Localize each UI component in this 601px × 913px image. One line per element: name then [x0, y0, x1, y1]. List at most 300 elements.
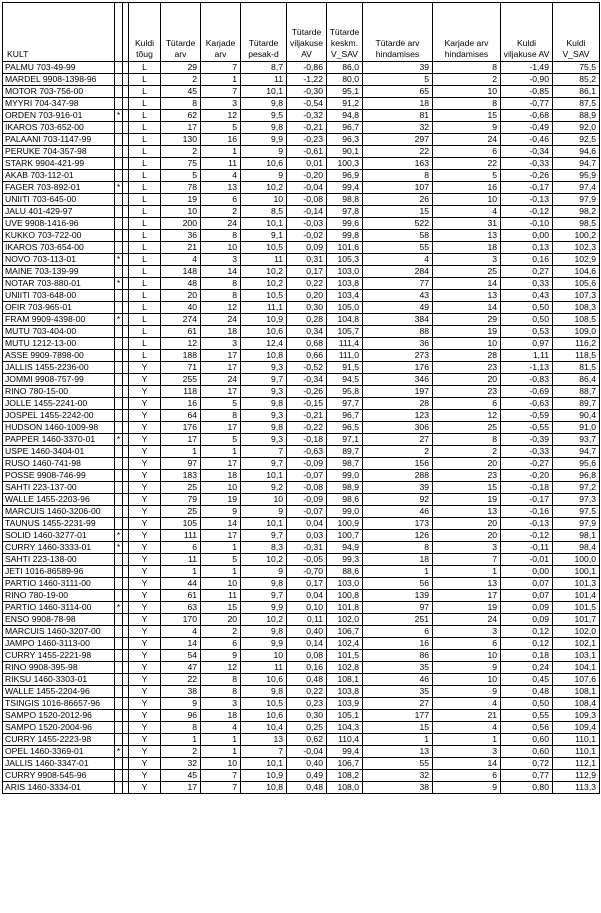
- cell-kuldi-viljakuse-av: -0,17: [501, 494, 553, 506]
- cell-karjade-arv-hindamises: 9: [433, 686, 501, 698]
- cell-tutarde-viljakuse-av: -0,32: [287, 110, 327, 122]
- cell-tutarde-viljakuse-av: -0,26: [287, 386, 327, 398]
- cell-kult: SAHTI 223-138-00: [3, 554, 115, 566]
- cell-tutarde-arv-hindamises: 81: [363, 110, 433, 122]
- cell-tutarde-arv: 17: [161, 434, 201, 446]
- cell-kuldi-vsav: 92,0: [553, 122, 600, 134]
- cell-karjade-arv-hindamises: 5: [433, 170, 501, 182]
- cell-tutarde-pesak: 9: [241, 170, 287, 182]
- cell-karjade-arv-hindamises: 14: [433, 278, 501, 290]
- cell-kuldi-vsav: 87,5: [553, 98, 600, 110]
- cell-flag: [115, 146, 123, 158]
- cell-tutarde-arv-hindamises: 273: [363, 350, 433, 362]
- cell-tutarde-viljakuse-av: 0,16: [287, 662, 327, 674]
- cell-kuldi-vsav: 95,9: [553, 170, 600, 182]
- cell-tutarde-keskm-vsav: 94,5: [327, 374, 363, 386]
- cell-tutarde-viljakuse-av: -0,07: [287, 470, 327, 482]
- cell-tutarde-pesak: 10,5: [241, 698, 287, 710]
- cell-tutarde-pesak: 12,4: [241, 338, 287, 350]
- cell-kuldi-viljakuse-av: 0,18: [501, 650, 553, 662]
- cell-kult: KUKKO 703-722-00: [3, 230, 115, 242]
- cell-kuldi-toug: Y: [129, 482, 161, 494]
- cell-kuldi-vsav: 110,1: [553, 734, 600, 746]
- cell-kuldi-vsav: 100,0: [553, 554, 600, 566]
- cell-kuldi-viljakuse-av: -0,55: [501, 422, 553, 434]
- cell-karjade-arv-hindamises: 13: [433, 290, 501, 302]
- cell-tutarde-arv-hindamises: 156: [363, 458, 433, 470]
- cell-kuldi-toug: Y: [129, 458, 161, 470]
- cell-kuldi-vsav: 110,1: [553, 746, 600, 758]
- cell-kuldi-toug: Y: [129, 410, 161, 422]
- cell-kult: PAPPER 1460-3370-01: [3, 434, 115, 446]
- cell-kult: SAMPO 1520-2004-96: [3, 722, 115, 734]
- cell-flag: [115, 686, 123, 698]
- table-row: [3, 566, 600, 578]
- cell-kult: WALLE 1455-2203-96: [3, 494, 115, 506]
- cell-tutarde-arv: 14: [161, 638, 201, 650]
- cell-tutarde-keskm-vsav: 105,3: [327, 254, 363, 266]
- cell-tutarde-viljakuse-av: -0,22: [287, 422, 327, 434]
- cell-flag: *: [115, 530, 123, 542]
- table-row: [3, 290, 600, 302]
- cell-tutarde-keskm-vsav: 96,7: [327, 122, 363, 134]
- table-row: [3, 530, 600, 542]
- cell-kuldi-vsav: 90,4: [553, 410, 600, 422]
- cell-karjade-arv-hindamises: 29: [433, 314, 501, 326]
- cell-flag: [115, 86, 123, 98]
- cell-karjade-arv: 3: [201, 254, 241, 266]
- cell-tutarde-arv-hindamises: 27: [363, 698, 433, 710]
- cell-flag: [115, 242, 123, 254]
- cell-tutarde-arv-hindamises: 346: [363, 374, 433, 386]
- cell-kult: NOTAR 703-880-01: [3, 278, 115, 290]
- cell-kuldi-viljakuse-av: 0,24: [501, 662, 553, 674]
- cell-tutarde-keskm-vsav: 89,7: [327, 446, 363, 458]
- cell-tutarde-keskm-vsav: 99,8: [327, 230, 363, 242]
- cell-tutarde-arv: 170: [161, 614, 201, 626]
- table-row: [3, 362, 600, 374]
- cell-kuldi-viljakuse-av: 0,07: [501, 590, 553, 602]
- cell-kuldi-viljakuse-av: -0,85: [501, 86, 553, 98]
- cell-tutarde-pesak: 10,1: [241, 518, 287, 530]
- cell-karjade-arv: 5: [201, 434, 241, 446]
- cell-kult: TSINGIS 1016-86657-96: [3, 698, 115, 710]
- cell-tutarde-arv-hindamises: 58: [363, 230, 433, 242]
- cell-karjade-arv-hindamises: 6: [433, 398, 501, 410]
- cell-tutarde-arv: 29: [161, 62, 201, 74]
- cell-kuldi-viljakuse-av: -0,68: [501, 110, 553, 122]
- cell-flag: [115, 350, 123, 362]
- cell-kuldi-vsav: 116,2: [553, 338, 600, 350]
- cell-flag: *: [115, 110, 123, 122]
- cell-karjade-arv-hindamises: 24: [433, 134, 501, 146]
- cell-karjade-arv-hindamises: 25: [433, 422, 501, 434]
- cell-kuldi-viljakuse-av: 0,60: [501, 734, 553, 746]
- cell-tutarde-arv: 45: [161, 770, 201, 782]
- cell-kuldi-vsav: 97,9: [553, 194, 600, 206]
- cell-tutarde-pesak: 11: [241, 662, 287, 674]
- cell-kuldi-vsav: 102,1: [553, 638, 600, 650]
- cell-karjade-arv: 10: [201, 758, 241, 770]
- cell-tutarde-viljakuse-av: -0,08: [287, 194, 327, 206]
- cell-tutarde-viljakuse-av: -0,21: [287, 410, 327, 422]
- cell-karjade-arv-hindamises: 10: [433, 338, 501, 350]
- cell-kult: PARTIO 1460-3114-00: [3, 602, 115, 614]
- cell-karjade-arv: 19: [201, 494, 241, 506]
- cell-kuldi-vsav: 94,7: [553, 446, 600, 458]
- cell-tutarde-arv: 79: [161, 494, 201, 506]
- cell-kuldi-toug: Y: [129, 686, 161, 698]
- cell-karjade-arv: 10: [201, 578, 241, 590]
- cell-tutarde-arv-hindamises: 163: [363, 158, 433, 170]
- cell-tutarde-arv: 54: [161, 650, 201, 662]
- cell-kult: USPE 1460-3404-01: [3, 446, 115, 458]
- cell-kuldi-vsav: 104,6: [553, 266, 600, 278]
- cell-tutarde-arv: 111: [161, 530, 201, 542]
- cell-tutarde-arv-hindamises: 56: [363, 578, 433, 590]
- cell-kult: PARTIO 1460-3111-00: [3, 578, 115, 590]
- cell-tutarde-viljakuse-av: -0,21: [287, 122, 327, 134]
- cell-tutarde-arv-hindamises: 65: [363, 86, 433, 98]
- table-row: [3, 674, 600, 686]
- cell-tutarde-viljakuse-av: -0,02: [287, 230, 327, 242]
- cell-tutarde-pesak: 13: [241, 734, 287, 746]
- column-header-kuldi-toug: Kuldi tõug: [129, 3, 161, 62]
- cell-kult: OPEL 1460-3369-01: [3, 746, 115, 758]
- cell-tutarde-arv: 5: [161, 170, 201, 182]
- cell-tutarde-arv-hindamises: 43: [363, 290, 433, 302]
- cell-karjade-arv-hindamises: 24: [433, 614, 501, 626]
- cell-tutarde-arv-hindamises: 55: [363, 758, 433, 770]
- cell-tutarde-arv-hindamises: 6: [363, 626, 433, 638]
- cell-tutarde-arv-hindamises: 107: [363, 182, 433, 194]
- cell-karjade-arv: 2: [201, 626, 241, 638]
- cell-kuldi-toug: Y: [129, 362, 161, 374]
- cell-tutarde-pesak: 9,8: [241, 398, 287, 410]
- cell-karjade-arv-hindamises: 4: [433, 722, 501, 734]
- table-row: [3, 686, 600, 698]
- cell-karjade-arv-hindamises: 12: [433, 410, 501, 422]
- cell-tutarde-pesak: 8,3: [241, 542, 287, 554]
- cell-flag: [115, 566, 123, 578]
- cell-tutarde-keskm-vsav: 96,9: [327, 170, 363, 182]
- cell-flag: [115, 638, 123, 650]
- cell-tutarde-keskm-vsav: 88,6: [327, 566, 363, 578]
- cell-kult: FAGER 703-892-01: [3, 182, 115, 194]
- cell-karjade-arv-hindamises: 19: [433, 326, 501, 338]
- table-row: [3, 122, 600, 134]
- cell-kuldi-toug: Y: [129, 434, 161, 446]
- cell-tutarde-arv-hindamises: 92: [363, 494, 433, 506]
- table-row: [3, 614, 600, 626]
- cell-flag: [115, 398, 123, 410]
- cell-kult: FRAM 9909-4398-00: [3, 314, 115, 326]
- cell-tutarde-keskm-vsav: 103,8: [327, 278, 363, 290]
- cell-tutarde-arv-hindamises: 173: [363, 518, 433, 530]
- cell-tutarde-pesak: 10,1: [241, 758, 287, 770]
- cell-kuldi-toug: Y: [129, 566, 161, 578]
- cell-tutarde-keskm-vsav: 108,2: [327, 770, 363, 782]
- cell-karjade-arv: 17: [201, 530, 241, 542]
- cell-kult: JALU 401-429-97: [3, 206, 115, 218]
- cell-tutarde-arv: 71: [161, 362, 201, 374]
- cell-flag: [115, 326, 123, 338]
- cell-tutarde-viljakuse-av: 0,04: [287, 518, 327, 530]
- cell-tutarde-pesak: 10,6: [241, 326, 287, 338]
- cell-kuldi-toug: Y: [129, 698, 161, 710]
- cell-kuldi-viljakuse-av: 0,45: [501, 674, 553, 686]
- cell-kuldi-viljakuse-av: -0,59: [501, 410, 553, 422]
- cell-karjade-arv-hindamises: 1: [433, 734, 501, 746]
- cell-kuldi-viljakuse-av: 0,09: [501, 602, 553, 614]
- column-header-tutarde-arv-hindamises: Tütarde arv hindamises: [363, 3, 433, 62]
- cell-tutarde-pesak: 10: [241, 494, 287, 506]
- cell-tutarde-viljakuse-av: 0,30: [287, 302, 327, 314]
- table-row: [3, 338, 600, 350]
- cell-tutarde-arv: 9: [161, 698, 201, 710]
- cell-flag: [115, 230, 123, 242]
- cell-tutarde-keskm-vsav: 110,4: [327, 734, 363, 746]
- cell-kuldi-toug: Y: [129, 422, 161, 434]
- cell-flag: *: [115, 542, 123, 554]
- cell-kuldi-toug: Y: [129, 590, 161, 602]
- cell-tutarde-arv-hindamises: 39: [363, 62, 433, 74]
- cell-karjade-arv-hindamises: 16: [433, 182, 501, 194]
- cell-kuldi-viljakuse-av: 0,60: [501, 746, 553, 758]
- cell-tutarde-viljakuse-av: -0,03: [287, 218, 327, 230]
- cell-kuldi-vsav: 97,5: [553, 506, 600, 518]
- cell-kult: MARDEL 9908-1398-96: [3, 74, 115, 86]
- cell-karjade-arv-hindamises: 15: [433, 110, 501, 122]
- cell-kuldi-vsav: 109,0: [553, 326, 600, 338]
- column-header-tutarde-viljakuse-av: Tütarde viljakuse AV: [287, 3, 327, 62]
- cell-kuldi-viljakuse-av: 0,13: [501, 242, 553, 254]
- cell-flag: [115, 554, 123, 566]
- table-row: [3, 698, 600, 710]
- cell-tutarde-arv: 61: [161, 590, 201, 602]
- table-row: [3, 782, 600, 794]
- table-row: [3, 722, 600, 734]
- table-row: [3, 74, 600, 86]
- cell-tutarde-viljakuse-av: 0,17: [287, 578, 327, 590]
- cell-kuldi-viljakuse-av: -0,33: [501, 446, 553, 458]
- cell-tutarde-arv-hindamises: 88: [363, 326, 433, 338]
- cell-kuldi-toug: L: [129, 350, 161, 362]
- cell-tutarde-pesak: 10,9: [241, 314, 287, 326]
- cell-tutarde-arv: 44: [161, 578, 201, 590]
- cell-tutarde-arv-hindamises: 288: [363, 470, 433, 482]
- cell-tutarde-pesak: 8,5: [241, 206, 287, 218]
- cell-tutarde-viljakuse-av: 0,14: [287, 638, 327, 650]
- cell-kuldi-viljakuse-av: -0,10: [501, 218, 553, 230]
- cell-tutarde-viljakuse-av: 0,17: [287, 266, 327, 278]
- cell-flag: [115, 362, 123, 374]
- cell-tutarde-pesak: 10,8: [241, 350, 287, 362]
- cell-flag: [115, 386, 123, 398]
- cell-tutarde-pesak: 9,7: [241, 374, 287, 386]
- cell-flag: *: [115, 182, 123, 194]
- table-row: [3, 302, 600, 314]
- cell-karjade-arv-hindamises: 20: [433, 530, 501, 542]
- cell-tutarde-arv: 45: [161, 86, 201, 98]
- cell-kuldi-viljakuse-av: -0,27: [501, 458, 553, 470]
- cell-kuldi-vsav: 112,1: [553, 758, 600, 770]
- cell-tutarde-arv-hindamises: 28: [363, 398, 433, 410]
- cell-kult: CURRY 1460-3333-01: [3, 542, 115, 554]
- cell-tutarde-arv: 10: [161, 206, 201, 218]
- cell-tutarde-keskm-vsav: 100,7: [327, 530, 363, 542]
- cell-tutarde-pesak: 10,5: [241, 242, 287, 254]
- cell-kuldi-vsav: 96,8: [553, 470, 600, 482]
- cell-kult: STARK 9904-421-99: [3, 158, 115, 170]
- cell-flag: [115, 590, 123, 602]
- cell-tutarde-keskm-vsav: 86,0: [327, 62, 363, 74]
- cell-tutarde-keskm-vsav: 80,0: [327, 74, 363, 86]
- cell-karjade-arv: 17: [201, 386, 241, 398]
- cell-kult: MAINE 703-139-99: [3, 266, 115, 278]
- cell-kuldi-toug: L: [129, 266, 161, 278]
- cell-kuldi-vsav: 100,1: [553, 566, 600, 578]
- table-row: [3, 578, 600, 590]
- cell-flag: [115, 674, 123, 686]
- cell-karjade-arv-hindamises: 7: [433, 554, 501, 566]
- table-row: [3, 758, 600, 770]
- cell-tutarde-viljakuse-av: 0,68: [287, 338, 327, 350]
- cell-karjade-arv: 8: [201, 674, 241, 686]
- cell-kuldi-vsav: 94,7: [553, 158, 600, 170]
- cell-kult: JOLLE 1455-2241-00: [3, 398, 115, 410]
- cell-kuldi-toug: Y: [129, 614, 161, 626]
- cell-karjade-arv: 1: [201, 146, 241, 158]
- cell-flag: [115, 218, 123, 230]
- cell-kuldi-viljakuse-av: -0,34: [501, 146, 553, 158]
- cell-tutarde-viljakuse-av: 0,04: [287, 590, 327, 602]
- cell-tutarde-keskm-vsav: 95,8: [327, 386, 363, 398]
- cell-kuldi-viljakuse-av: 0,97: [501, 338, 553, 350]
- cell-tutarde-arv-hindamises: 15: [363, 722, 433, 734]
- cell-tutarde-viljakuse-av: -0,14: [287, 206, 327, 218]
- cell-kult: JALLIS 1460-3347-01: [3, 758, 115, 770]
- cell-tutarde-viljakuse-av: -0,20: [287, 170, 327, 182]
- cell-kuldi-vsav: 107,6: [553, 674, 600, 686]
- cell-tutarde-arv-hindamises: 1: [363, 734, 433, 746]
- cell-karjade-arv: 5: [201, 398, 241, 410]
- cell-kult: JOMMI 9908-757-99: [3, 374, 115, 386]
- cell-tutarde-arv-hindamises: 1: [363, 566, 433, 578]
- cell-tutarde-arv: 22: [161, 674, 201, 686]
- cell-kuldi-toug: Y: [129, 770, 161, 782]
- table-row: [3, 110, 600, 122]
- column-header-tutarde-arv: Tütarde arv: [161, 3, 201, 62]
- cell-kuldi-toug: Y: [129, 758, 161, 770]
- cell-flag: [115, 290, 123, 302]
- cell-karjade-arv: 1: [201, 542, 241, 554]
- cell-kuldi-viljakuse-av: -0,20: [501, 470, 553, 482]
- cell-karjade-arv: 4: [201, 170, 241, 182]
- cell-flag: [115, 662, 123, 674]
- cell-tutarde-arv: 11: [161, 554, 201, 566]
- table-row: [3, 746, 600, 758]
- cell-karjade-arv: 12: [201, 662, 241, 674]
- cell-kuldi-toug: Y: [129, 722, 161, 734]
- cell-tutarde-pesak: 10: [241, 194, 287, 206]
- cell-kuldi-toug: Y: [129, 554, 161, 566]
- table-row: [3, 386, 600, 398]
- cell-kuldi-viljakuse-av: -1,49: [501, 62, 553, 74]
- cell-karjade-arv-hindamises: 10: [433, 86, 501, 98]
- cell-tutarde-keskm-vsav: 105,7: [327, 326, 363, 338]
- cell-karjade-arv: 1: [201, 566, 241, 578]
- cell-karjade-arv-hindamises: 10: [433, 650, 501, 662]
- cell-tutarde-arv-hindamises: 32: [363, 770, 433, 782]
- cell-kuldi-vsav: 91,0: [553, 422, 600, 434]
- cell-tutarde-viljakuse-av: -0,15: [287, 398, 327, 410]
- cell-tutarde-arv-hindamises: 8: [363, 170, 433, 182]
- cell-kuldi-vsav: 97,2: [553, 482, 600, 494]
- cell-karjade-arv-hindamises: 3: [433, 254, 501, 266]
- cell-kuldi-vsav: 85,2: [553, 74, 600, 86]
- cell-tutarde-pesak: 10,6: [241, 158, 287, 170]
- cell-kuldi-viljakuse-av: 0,77: [501, 770, 553, 782]
- cell-karjade-arv-hindamises: 2: [433, 74, 501, 86]
- cell-tutarde-arv: 62: [161, 110, 201, 122]
- cell-karjade-arv: 14: [201, 266, 241, 278]
- cell-tutarde-keskm-vsav: 103,0: [327, 266, 363, 278]
- table-row: [3, 434, 600, 446]
- cell-tutarde-keskm-vsav: 99,3: [327, 554, 363, 566]
- cell-kuldi-toug: Y: [129, 746, 161, 758]
- cell-kuldi-viljakuse-av: -0,63: [501, 398, 553, 410]
- cell-karjade-arv-hindamises: 28: [433, 350, 501, 362]
- cell-karjade-arv: 15: [201, 602, 241, 614]
- cell-karjade-arv: 18: [201, 710, 241, 722]
- cell-tutarde-arv-hindamises: 22: [363, 146, 433, 158]
- cell-kult: IKAROS 703-652-00: [3, 122, 115, 134]
- cell-kuldi-vsav: 108,1: [553, 686, 600, 698]
- cell-tutarde-keskm-vsav: 96,3: [327, 134, 363, 146]
- cell-tutarde-arv-hindamises: 55: [363, 242, 433, 254]
- cell-tutarde-arv: 21: [161, 242, 201, 254]
- cell-kult: RINO 780-19-00: [3, 590, 115, 602]
- cell-tutarde-arv: 274: [161, 314, 201, 326]
- cell-tutarde-viljakuse-av: 0,34: [287, 326, 327, 338]
- table-row: [3, 542, 600, 554]
- cell-kult: TAUNUS 1455-2231-99: [3, 518, 115, 530]
- cell-kuldi-vsav: 113,3: [553, 782, 600, 794]
- cell-kult: SAHTI 223-137-00: [3, 482, 115, 494]
- cell-flag: [115, 518, 123, 530]
- cell-tutarde-arv: 16: [161, 398, 201, 410]
- cell-tutarde-arv: 6: [161, 542, 201, 554]
- cell-tutarde-arv-hindamises: 5: [363, 74, 433, 86]
- cell-tutarde-keskm-vsav: 99,6: [327, 218, 363, 230]
- cell-karjade-arv: 7: [201, 770, 241, 782]
- cell-tutarde-arv-hindamises: 46: [363, 674, 433, 686]
- cell-karjade-arv: 17: [201, 350, 241, 362]
- cell-karjade-arv: 12: [201, 302, 241, 314]
- cell-tutarde-arv-hindamises: 97: [363, 602, 433, 614]
- cell-tutarde-keskm-vsav: 99,0: [327, 470, 363, 482]
- cell-tutarde-arv: 12: [161, 338, 201, 350]
- cell-tutarde-keskm-vsav: 104,3: [327, 722, 363, 734]
- cell-kuldi-viljakuse-av: 0,00: [501, 230, 553, 242]
- cell-kuldi-vsav: 98,2: [553, 206, 600, 218]
- cell-tutarde-arv: 4: [161, 626, 201, 638]
- cell-kult: MYYRI 704-347-98: [3, 98, 115, 110]
- cell-tutarde-pesak: 9,3: [241, 362, 287, 374]
- cell-karjade-arv: 20: [201, 614, 241, 626]
- table-row: [3, 350, 600, 362]
